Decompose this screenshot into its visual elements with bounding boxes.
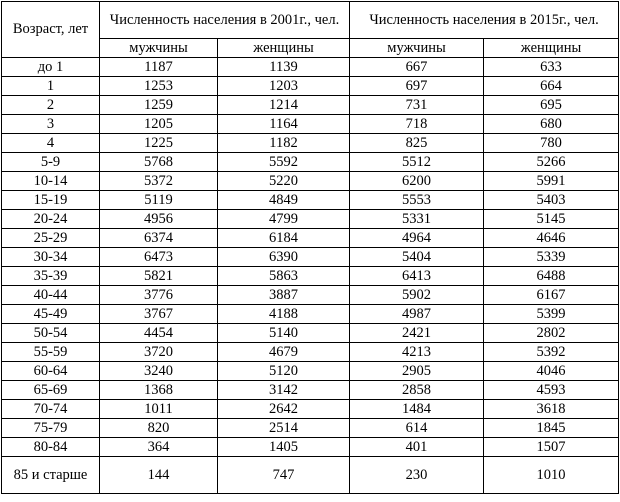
female-2015-cell: 5266 [484,153,619,172]
female-2001-cell: 747 [218,457,350,494]
female-2001-cell: 4849 [218,191,350,210]
age-cell: 75-79 [2,419,100,438]
female-2001-cell: 4799 [218,210,350,229]
female-2015-cell: 1845 [484,419,619,438]
male-2015-cell: 401 [350,438,484,457]
age-cell: 15-19 [2,191,100,210]
table-row [2,419,619,438]
age-cell: 40-44 [2,286,100,305]
female-2015-cell: 4593 [484,381,619,400]
age-cell: 5-9 [2,153,100,172]
male-2015-cell: 614 [350,419,484,438]
age-cell: 3 [2,115,100,134]
female-2001-cell: 1405 [218,438,350,457]
female-2015-cell: 5991 [484,172,619,191]
male-2001-cell: 5768 [100,153,218,172]
male-2015-cell: 2421 [350,324,484,343]
age-cell: 85 и старше [2,457,100,494]
age-cell: до 1 [2,58,100,77]
table-row [2,362,619,381]
male-2015-cell: 6200 [350,172,484,191]
age-cell: 50-54 [2,324,100,343]
male-2015-cell: 4964 [350,229,484,248]
male-2015-cell: 731 [350,96,484,115]
male-2001-cell: 6473 [100,248,218,267]
male-2001-cell: 1187 [100,58,218,77]
male-2015-cell: 5902 [350,286,484,305]
female-2001-cell: 6184 [218,229,350,248]
female-2015-header: женщины [484,39,619,58]
female-2015-cell: 5392 [484,343,619,362]
female-2001-cell: 5220 [218,172,350,191]
table-body [2,58,619,494]
female-2001-cell: 3142 [218,381,350,400]
female-2015-cell: 6167 [484,286,619,305]
female-2015-cell: 780 [484,134,619,153]
table-row [2,77,619,96]
table-row [2,153,619,172]
male-2001-cell: 3240 [100,362,218,381]
male-2015-cell: 667 [350,58,484,77]
female-2015-cell: 4046 [484,362,619,381]
age-cell: 10-14 [2,172,100,191]
table-row [2,381,619,400]
male-2001-cell: 1368 [100,381,218,400]
female-2015-cell: 5339 [484,248,619,267]
male-2015-cell: 5331 [350,210,484,229]
year-2001-header: Численность населения в 2001г., чел. [100,2,350,39]
female-2001-cell: 6390 [218,248,350,267]
table-row [2,210,619,229]
population-table [1,1,619,494]
age-cell: 70-74 [2,400,100,419]
male-2001-cell: 4956 [100,210,218,229]
year-2015-header: Численность населения в 2015г., чел. [350,2,619,39]
age-cell: 25-29 [2,229,100,248]
female-2001-cell: 5120 [218,362,350,381]
age-cell: 4 [2,134,100,153]
male-2001-cell: 820 [100,419,218,438]
female-2001-cell: 2642 [218,400,350,419]
male-2001-cell: 1205 [100,115,218,134]
female-2015-cell: 3618 [484,400,619,419]
male-2015-cell: 5512 [350,153,484,172]
age-cell: 30-34 [2,248,100,267]
male-2015-cell: 4987 [350,305,484,324]
table-row [2,134,619,153]
male-2001-cell: 1225 [100,134,218,153]
age-cell: 60-64 [2,362,100,381]
table-row [2,267,619,286]
female-2015-cell: 5403 [484,191,619,210]
male-2001-cell: 1253 [100,77,218,96]
age-cell: 55-59 [2,343,100,362]
male-2015-cell: 825 [350,134,484,153]
female-2001-cell: 1214 [218,96,350,115]
table-row [2,172,619,191]
table-row [2,400,619,419]
female-2015-cell: 5145 [484,210,619,229]
age-cell: 80-84 [2,438,100,457]
male-2001-cell: 4454 [100,324,218,343]
male-2001-cell: 5372 [100,172,218,191]
female-2015-cell: 695 [484,96,619,115]
male-2001-header: мужчины [100,39,218,58]
male-2015-cell: 697 [350,77,484,96]
male-2001-cell: 5119 [100,191,218,210]
male-2001-cell: 3776 [100,286,218,305]
age-cell: 65-69 [2,381,100,400]
male-2015-cell: 230 [350,457,484,494]
male-2001-cell: 3720 [100,343,218,362]
age-column-header: Возраст, лет [2,2,100,58]
female-2001-cell: 1203 [218,77,350,96]
female-2001-cell: 1182 [218,134,350,153]
female-2015-cell: 5399 [484,305,619,324]
female-2001-cell: 5592 [218,153,350,172]
female-2015-cell: 4646 [484,229,619,248]
male-2015-cell: 2858 [350,381,484,400]
male-2001-cell: 364 [100,438,218,457]
male-2015-cell: 1484 [350,400,484,419]
age-cell: 1 [2,77,100,96]
female-2015-cell: 680 [484,115,619,134]
female-2001-cell: 2514 [218,419,350,438]
table-row [2,324,619,343]
female-2001-cell: 5140 [218,324,350,343]
male-2015-header: мужчины [350,39,484,58]
table-row [2,96,619,115]
age-cell: 20-24 [2,210,100,229]
female-2015-cell: 1010 [484,457,619,494]
table-row [2,438,619,457]
female-2001-cell: 5863 [218,267,350,286]
female-2015-cell: 6488 [484,267,619,286]
age-cell: 35-39 [2,267,100,286]
female-2001-cell: 4188 [218,305,350,324]
male-2015-cell: 6413 [350,267,484,286]
female-2015-cell: 664 [484,77,619,96]
age-cell: 45-49 [2,305,100,324]
table-row [2,305,619,324]
male-2001-cell: 5821 [100,267,218,286]
table-row [2,229,619,248]
male-2015-cell: 5404 [350,248,484,267]
table-row [2,343,619,362]
male-2001-cell: 1259 [100,96,218,115]
male-2001-cell: 144 [100,457,218,494]
male-2015-cell: 4213 [350,343,484,362]
table-row [2,115,619,134]
male-2001-cell: 1011 [100,400,218,419]
male-2015-cell: 5553 [350,191,484,210]
age-cell: 2 [2,96,100,115]
male-2015-cell: 2905 [350,362,484,381]
table-row [2,58,619,77]
female-2001-header: женщины [218,39,350,58]
male-2001-cell: 6374 [100,229,218,248]
table-row [2,248,619,267]
female-2001-cell: 3887 [218,286,350,305]
female-2001-cell: 1164 [218,115,350,134]
female-2001-cell: 4679 [218,343,350,362]
female-2015-cell: 1507 [484,438,619,457]
table-row [2,191,619,210]
male-2015-cell: 718 [350,115,484,134]
table-row [2,457,619,494]
female-2015-cell: 2802 [484,324,619,343]
female-2015-cell: 633 [484,58,619,77]
male-2001-cell: 3767 [100,305,218,324]
table-row [2,286,619,305]
female-2001-cell: 1139 [218,58,350,77]
